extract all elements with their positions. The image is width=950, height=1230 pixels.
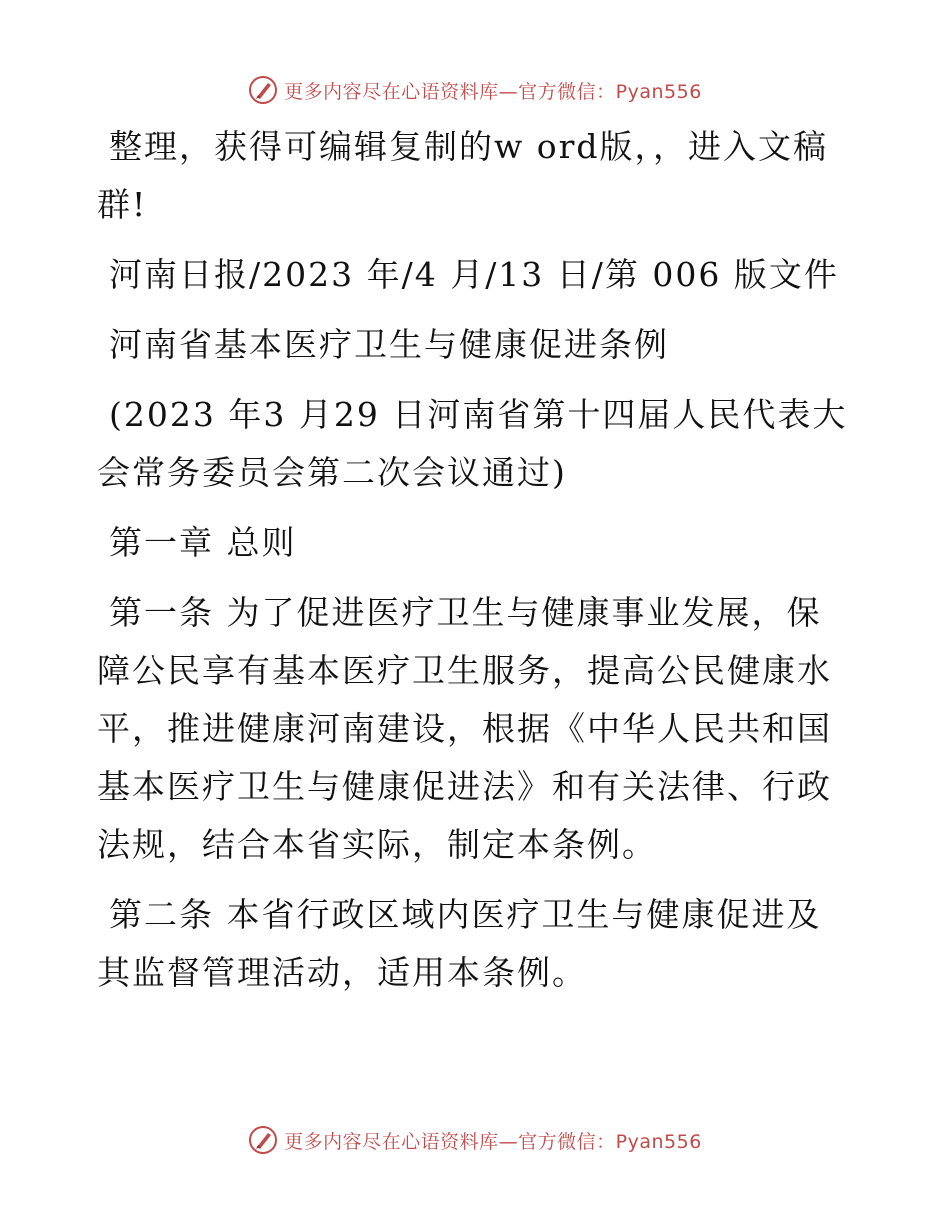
doc-paragraph-source: 河南日报/2023 年/4 月/13 日/第 006 版文件 bbox=[109, 255, 839, 294]
doc-article-2: 第二条 本省行政区域内医疗卫生与健康促进及其监督管理活动，适用本条例。 bbox=[97, 895, 822, 992]
doc-title: 河南省基本医疗卫生与健康促进条例 bbox=[109, 325, 669, 364]
doc-paragraph-notice: 整理，获得可编辑复制的w ord版，，进入文稿群! bbox=[97, 127, 829, 224]
doc-article-1: 第一条 为了促进医疗卫生与健康事业发展，保障公民享有基本医疗卫生服务，提高公民健康水平，推进健康河南建设，根据《中华人民共和国基本医疗卫生与健康促进法》和有关法律、行政法规，结合本省实际，制定本条例。 bbox=[97, 593, 832, 864]
header-banner bbox=[0, 70, 950, 110]
quill-pen-logo-icon bbox=[248, 75, 278, 105]
header-banner-text: 更多内容尽在心语资料库—官方微信：Pyan556 bbox=[284, 80, 702, 103]
footer-banner bbox=[0, 1120, 950, 1160]
doc-paragraph-adoption: (2023 年3 月29 日河南省第十四届人民代表大会常务委员会第二次会议通过) bbox=[97, 395, 848, 492]
footer-banner-text: 更多内容尽在心语资料库—官方微信：Pyan556 bbox=[284, 1130, 702, 1153]
quill-pen-logo-icon bbox=[248, 1125, 278, 1155]
doc-chapter-heading: 第一章 总则 bbox=[109, 523, 297, 562]
document-body bbox=[97, 118, 849, 1014]
